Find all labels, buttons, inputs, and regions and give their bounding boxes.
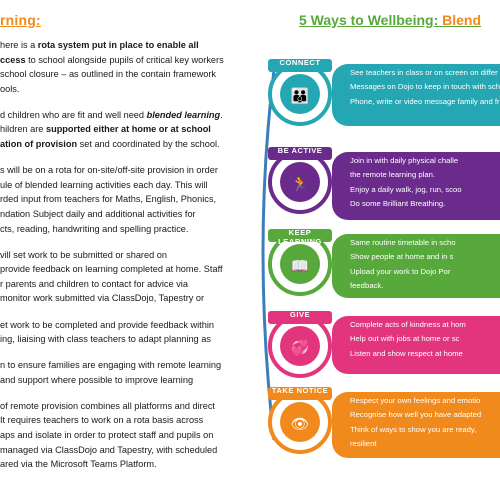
badge-label: GIVE: [289, 310, 311, 319]
wellbeing-line: Messages on Dojo to keep in touch with sch: [350, 82, 500, 92]
wellbeing-badge: [268, 310, 332, 378]
paragraph-text: n to ensure families are engaging with remote learning and support where possible to improve learning: [0, 360, 222, 385]
wellbeing-band: [332, 152, 500, 220]
wellbeing-badge: [268, 386, 332, 454]
badge-ribbon: [268, 59, 332, 72]
hug-icon: [280, 326, 320, 366]
wellbeing-line: feedback.: [350, 281, 384, 291]
body-paragraph: [0, 399, 282, 472]
wellbeing-line: Show people at home and in s: [350, 252, 454, 262]
wellbeing-badge: [268, 146, 332, 214]
wellbeing-line: Same routine timetable in scho: [350, 238, 456, 247]
people-group-icon-glyph: 👪: [290, 88, 310, 105]
wellbeing-band: [332, 234, 500, 298]
body-paragraph: [0, 318, 282, 347]
wellbeing-row-be-active: [248, 146, 500, 218]
people-group-icon: [280, 74, 320, 114]
paragraph-text: to school alongside pupils of critical key workers school closure – as outlined in the contain framework ools.: [0, 54, 224, 94]
body-paragraph: [0, 248, 282, 306]
wellbeing-band: [332, 392, 500, 458]
bold-text: rota system put in place to enable all: [37, 40, 199, 50]
paragraph-text: set and coordinated by the school.: [77, 139, 220, 150]
right-heading-prefix: 5 Ways to Wellbeing:: [299, 12, 443, 28]
wellbeing-row-give: [248, 310, 500, 382]
hug-icon-glyph: 💞: [290, 340, 310, 357]
paragraph-text: here is a: [0, 40, 38, 50]
bold-text: ation of provision: [0, 139, 78, 150]
wellbeing-row-take-notice: [248, 386, 500, 458]
wellbeing-line: Help out with jobs at home or sc: [350, 334, 460, 344]
paragraph-text: vill set work to be submitted or shared on provide feedback on learning completed at home. Staff r parents and children to contact for advice via monitor work submitted via ClassDojo, Tapestry or: [0, 249, 223, 304]
wellbeing-row-keep-learning: [248, 228, 500, 300]
eye-icon: [280, 402, 320, 442]
badge-ribbon: [268, 147, 332, 160]
right-heading-highlight: Blend: [442, 12, 482, 28]
wellbeing-line: See teachers in class or on screen on differ: [350, 68, 498, 77]
wellbeing-badge: [268, 58, 332, 126]
running-person-icon: [280, 162, 320, 202]
paragraph-text: d children who are fit and well need: [0, 109, 147, 120]
body-paragraph: [0, 358, 282, 387]
wellbeing-panel: [248, 0, 500, 501]
left-heading: rning:: [0, 12, 41, 28]
badge-label: BE ACTIVE: [277, 146, 323, 155]
open-book-icon: [280, 244, 320, 284]
wellbeing-line: Enjoy a daily walk, jog, run, scoo: [350, 184, 462, 194]
wellbeing-line: Phone, write or video message family and fr: [350, 96, 500, 106]
wellbeing-line: Respect your own feelings and emotio: [350, 396, 481, 405]
body-paragraph: [0, 163, 282, 236]
badge-ribbon: [268, 387, 332, 400]
wellbeing-line: Upload your work to Dojo Por: [350, 266, 451, 276]
wellbeing-line: Complete acts of kindness at hom: [350, 320, 466, 329]
open-book-icon-glyph: 📖: [290, 258, 310, 275]
wellbeing-line: Recognise how well you have adapted: [350, 410, 482, 420]
eye-icon-glyph: 👁: [290, 416, 310, 433]
paragraph-text: et work to be completed and provide feedback within ing, liaising with class teachers to adapt planning as: [0, 319, 214, 345]
wellbeing-band: [332, 64, 500, 126]
wellbeing-line: Listen and show respect at home: [350, 348, 463, 358]
wellbeing-row-connect: [248, 58, 500, 130]
running-person-icon-glyph: 🏃: [290, 176, 310, 193]
badge-ribbon: [268, 311, 332, 324]
wellbeing-line: Join in with daily physical challe: [350, 156, 459, 165]
body-paragraph: [0, 38, 282, 96]
wellbeing-line: Think of ways to show you are ready,: [350, 424, 477, 434]
badge-label: KEEP LEARNING: [278, 228, 322, 246]
paragraph-text: s will be on a rota for on-site/off-site provision in order ule of blended learning activities each day. This will rded input from teachers for Maths, English, Phonics, ndation Subject daily and additional activities for cts, reading, handwriting and spelling practice.: [0, 165, 218, 234]
wellbeing-band: [332, 316, 500, 374]
badge-ribbon: [268, 228, 332, 246]
wellbeing-line: resilient: [350, 439, 377, 449]
bold-text: ccess: [0, 54, 26, 65]
badge-label: TAKE NOTICE: [271, 386, 329, 395]
wellbeing-line: Do some Brilliant Breathing.: [350, 199, 446, 209]
wellbeing-line: the remote learning plan.: [350, 170, 436, 180]
wellbeing-badge: [268, 228, 332, 296]
paragraph-text: . hildren are: [0, 109, 223, 135]
bold-text: blended learning: [146, 109, 221, 120]
left-text-column: [0, 38, 282, 483]
paragraph-text: of remote provision combines all platforms and direct It requires teachers to work on a rota basis across aps and isolate in order to protect staff and pupils on managed via ClassDojo and Tapestry, with scheduled ared via the Microsoft Teams Platform.: [0, 400, 218, 470]
bold-text: supported either at home or at school: [45, 124, 211, 135]
badge-label: CONNECT: [279, 58, 321, 67]
body-paragraph: [0, 108, 282, 152]
